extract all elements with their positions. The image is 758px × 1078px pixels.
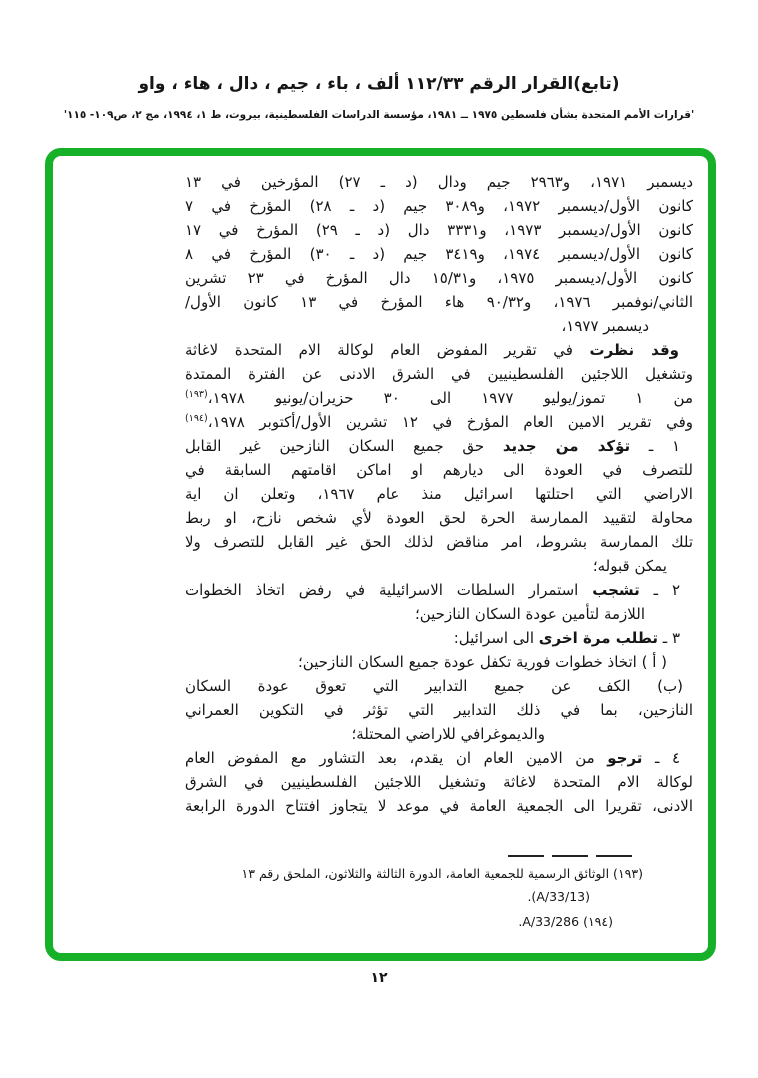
text-run: ٣ ـ <box>658 629 680 647</box>
body-line <box>185 578 693 602</box>
text-run: الاراضي التي احتلتها اسرائيل منذ عام ١٩٦٧، وتعلن ان اية <box>185 485 693 503</box>
body-line <box>185 386 693 410</box>
text-run: للتصرف في العودة الى ديارهم او اماكن اقامتهم السابقة في <box>185 461 693 479</box>
footnote-line: (١٩٤) A/33/286. <box>518 914 613 929</box>
page-title: (تابع)القرار الرقم ١١٢/٣٣ ألف ، باء ، جيم ، دال ، هاء ، واو <box>138 74 620 94</box>
body-line <box>185 170 693 194</box>
text-run: من الامين العام ان يقدم، بعد التشاور مع المفوض العام <box>185 749 608 767</box>
body-line <box>185 650 693 674</box>
paragraph <box>185 674 693 746</box>
body-line <box>185 242 693 266</box>
footnote-separator <box>508 855 640 857</box>
body-line <box>185 266 693 290</box>
text-run: ١ ـ <box>630 437 680 455</box>
footnote-reference: (١٩٣) <box>185 389 208 400</box>
text-run: ( أ ) اتخاذ خطوات فورية تكفل عودة جميع السكان النازحين؛ <box>298 653 667 671</box>
text-run: وتشغيل اللاجئين الفلسطينيين في الشرق الادنى عن الفترة الممتدة <box>185 365 693 383</box>
text-run: لوكالة الام المتحدة لاغاثة وتشغيل اللاجئين الفلسطينيين في الشرق <box>185 773 693 791</box>
body-line <box>185 674 693 698</box>
body-line <box>185 794 693 818</box>
text-run: ٢ ـ <box>639 581 680 599</box>
source-citation-line: 'قرارات الأمم المتحدة بشأن فلسطين ١٩٧٥ ــ ١٩٨١، مؤسسة الدراسات الفلسطينية، بيروت، ط ١، ١٩٩٤، مج ٢، ص١٠٩- ١١٥' <box>63 109 695 121</box>
body-line <box>185 338 693 362</box>
footnote-line: (A/33/13). <box>527 889 590 904</box>
text-run: النازحين، بما في ذلك التدابير التي تؤثر في التكوين العمراني <box>185 701 693 719</box>
text-run: كانون الأول/ديسمبر ١٩٧٤، و٣٤١٩ جيم (د ـ ٣٠) المؤرخ في ٨ <box>185 245 693 263</box>
footnote-line: (١٩٣) الوثائق الرسمية للجمعية العامة، الدورة الثالثة والثلاثون، الملحق رقم ١٣ <box>241 866 643 881</box>
text-run: استمرار السلطات الاسرائيلية في رفض اتخاذ الخطوات <box>185 581 593 599</box>
paragraph <box>185 626 693 650</box>
body-line <box>185 506 693 530</box>
body-line <box>185 530 693 554</box>
bold-text-run: تؤكد من جديد <box>502 437 631 455</box>
body-line <box>185 314 693 338</box>
text-run: (ب) الكف عن جميع التدابير التي تعوق عودة السكان <box>185 677 683 695</box>
text-run: كانون الأول/ديسمبر ١٩٧٣، و٣٣٣١ دال (د ـ ٢٩) المؤرخ في ١٧ <box>185 221 693 239</box>
body-line <box>185 770 693 794</box>
body-line <box>185 554 693 578</box>
body-line <box>185 458 693 482</box>
body-line <box>185 698 693 722</box>
bold-text-run: تشجب <box>592 581 640 599</box>
text-run: يمكن قبوله؛ <box>592 557 667 575</box>
paragraph <box>185 578 693 626</box>
text-run: كانون الأول/ديسمبر ١٩٧٢، و٣٠٨٩ جيم (د ـ ٢٨) المؤرخ في ٧ <box>185 197 693 215</box>
body-line <box>185 362 693 386</box>
body-line <box>185 626 693 650</box>
text-run: ٤ ـ <box>642 749 680 767</box>
body-text <box>185 170 693 818</box>
bold-text-run: ترجو <box>607 749 643 767</box>
text-run: الى اسرائيل: <box>453 629 539 647</box>
text-run: محاولة لتقييد الممارسة الحرة لحق العودة لأي شخص نازح، او ربط <box>185 509 693 527</box>
text-run: والديموغرافي للاراضي المحتلة؛ <box>351 725 545 743</box>
text-run: الثاني/نوفمبر ١٩٧٦، و٩٠/٣٢ هاء المؤرخ في ١٣ كانون الأول/ <box>185 293 693 311</box>
text-run: كانون الأول/ديسمبر ١٩٧٥، و١٥/٣١ دال المؤرخ في ٢٣ تشرين <box>185 269 693 287</box>
body-line <box>185 410 693 434</box>
body-line <box>185 194 693 218</box>
page-number: ١٢ <box>370 970 388 986</box>
bold-text-run: وقد نظرت <box>589 341 679 359</box>
paragraph <box>185 170 693 338</box>
body-line <box>185 722 693 746</box>
body-line <box>185 746 693 770</box>
body-line <box>185 218 693 242</box>
text-run: في تقرير المفوض العام لوكالة الام المتحدة لاغاثة <box>185 341 590 359</box>
paragraph <box>185 434 693 578</box>
text-run: ديسمبر ١٩٧١، و٢٩٦٣ جيم ودال (د ـ ٢٧) المؤرخين في ١٣ <box>185 173 694 191</box>
body-line <box>185 482 693 506</box>
text-run: حق جميع السكان النازحين غير القابل <box>185 437 503 455</box>
paragraph <box>185 338 693 434</box>
body-line <box>185 290 693 314</box>
paragraph <box>185 650 693 674</box>
footnote-reference: (١٩٤) <box>185 413 208 424</box>
text-run: الادنى، تقريرا الى الجمعية العامة في موعد لا يتجاوز افتتاح الدورة الرابعة <box>185 797 693 815</box>
text-run: وفي تقرير الامين العام المؤرخ في ١٢ تشرين الأول/أكتوبر ١٩٧٨، <box>207 413 694 431</box>
text-run: ديسمبر ١٩٧٧، <box>561 317 649 335</box>
paragraph <box>185 746 693 818</box>
bold-text-run: تطلب مرة اخرى <box>538 629 658 647</box>
text-run: تلك الممارسة بشروط، امر مناقض لذلك الحق غير القابل للتصرف ولا <box>185 533 693 551</box>
body-line <box>185 434 693 458</box>
body-line <box>185 602 693 626</box>
footnotes <box>185 862 693 933</box>
text-run: من ١ تموز/يوليو ١٩٧٧ الى ٣٠ حزيران/يونيو ١٩٧٨، <box>207 389 693 407</box>
text-run: اللازمة لتأمين عودة السكان النازحين؛ <box>414 605 645 623</box>
